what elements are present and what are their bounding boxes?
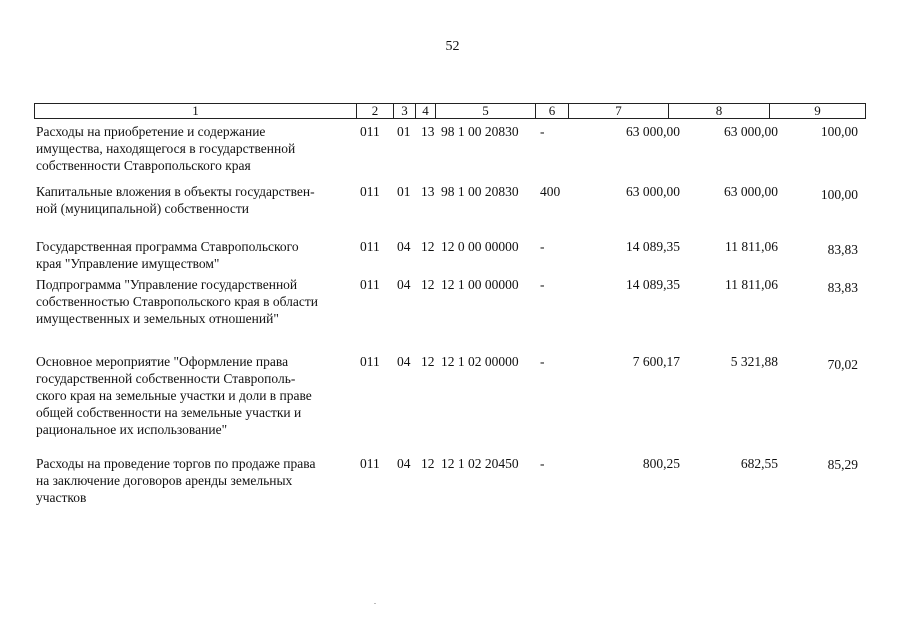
row-description bbox=[36, 353, 356, 438]
subsection-code: 12 bbox=[421, 277, 435, 292]
ministry-code: 011 bbox=[360, 277, 380, 292]
row-description bbox=[36, 183, 356, 217]
scan-speck bbox=[374, 603, 376, 604]
execution-percent: 70,02 bbox=[827, 357, 858, 372]
expense-type-code: 400 bbox=[540, 184, 561, 199]
expense-type-code: - bbox=[540, 354, 545, 369]
planned-amount: 800,25 bbox=[642, 456, 680, 471]
description-line: собственности Ставропольского края bbox=[36, 158, 251, 173]
header-cell-8: 8 bbox=[668, 104, 769, 118]
executed-amount: 63 000,00 bbox=[724, 184, 778, 199]
target-article-code: 12 0 00 00000 bbox=[441, 239, 519, 254]
target-article-code: 98 1 00 20830 bbox=[441, 124, 519, 139]
row-description bbox=[36, 455, 356, 506]
section-code: 04 bbox=[397, 277, 411, 292]
description-line: на заключение договоров аренды земельных bbox=[36, 473, 293, 488]
section-code: 04 bbox=[397, 354, 411, 369]
header-cell-5: 5 bbox=[435, 104, 535, 118]
description-line: Государственная программа Ставропольского bbox=[36, 239, 299, 254]
execution-percent: 100,00 bbox=[820, 187, 858, 202]
description-line: края "Управление имуществом" bbox=[36, 256, 220, 271]
target-article-code: 12 1 02 20450 bbox=[441, 456, 519, 471]
planned-amount: 7 600,17 bbox=[632, 354, 680, 369]
description-line: имущественных и земельных отношений" bbox=[36, 311, 279, 326]
execution-percent: 83,83 bbox=[827, 280, 858, 295]
section-code: 01 bbox=[397, 124, 411, 139]
description-line: Расходы на проведение торгов по продаже права bbox=[36, 456, 316, 471]
target-article-code: 98 1 00 20830 bbox=[441, 184, 519, 199]
row-description bbox=[36, 238, 356, 272]
description-line: Расходы на приобретение и содержание bbox=[36, 124, 266, 139]
executed-amount: 11 811,06 bbox=[725, 277, 778, 292]
subsection-code: 12 bbox=[421, 354, 435, 369]
planned-amount: 14 089,35 bbox=[626, 239, 680, 254]
header-cell-9: 9 bbox=[769, 104, 865, 118]
execution-percent: 85,29 bbox=[827, 457, 858, 472]
header-cell-3: 3 bbox=[393, 104, 415, 118]
page-number: 52 bbox=[445, 39, 460, 54]
description-line: ной (муниципальной) собственности bbox=[36, 201, 250, 216]
description-line: Капитальные вложения в объекты государствен- bbox=[36, 184, 315, 199]
row-description bbox=[36, 276, 356, 327]
description-line: собственностью Ставропольского края в области bbox=[36, 294, 318, 309]
subsection-code: 12 bbox=[421, 239, 435, 254]
header-cell-6: 6 bbox=[535, 104, 568, 118]
expense-type-code: - bbox=[540, 239, 545, 254]
description-line: рациональное их использование" bbox=[36, 422, 228, 437]
header-cell-2: 2 bbox=[356, 104, 393, 118]
planned-amount: 14 089,35 bbox=[626, 277, 680, 292]
header-cell-4: 4 bbox=[415, 104, 435, 118]
execution-percent: 83,83 bbox=[827, 242, 858, 257]
expense-type-code: - bbox=[540, 456, 545, 471]
executed-amount: 682,55 bbox=[740, 456, 778, 471]
expense-type-code: - bbox=[540, 124, 545, 139]
subsection-code: 13 bbox=[421, 184, 435, 199]
target-article-code: 12 1 00 00000 bbox=[441, 277, 519, 292]
execution-percent: 100,00 bbox=[820, 124, 858, 139]
planned-amount: 63 000,00 bbox=[626, 124, 680, 139]
section-code: 01 bbox=[397, 184, 411, 199]
description-line: общей собственности на земельные участки и bbox=[36, 405, 302, 420]
ministry-code: 011 bbox=[360, 124, 380, 139]
description-line: государственной собственности Ставрополь- bbox=[36, 371, 296, 386]
header-cell-1: 1 bbox=[192, 103, 199, 118]
section-code: 04 bbox=[397, 239, 411, 254]
ministry-code: 011 bbox=[360, 456, 380, 471]
table-header-row bbox=[34, 103, 866, 119]
executed-amount: 11 811,06 bbox=[725, 239, 778, 254]
ministry-code: 011 bbox=[360, 239, 380, 254]
ministry-code: 011 bbox=[360, 184, 380, 199]
executed-amount: 63 000,00 bbox=[724, 124, 778, 139]
description-line: Подпрограмма "Управление государственной bbox=[36, 277, 298, 292]
row-description bbox=[36, 123, 356, 174]
planned-amount: 63 000,00 bbox=[626, 184, 680, 199]
section-code: 04 bbox=[397, 456, 411, 471]
description-line: имущества, находящегося в государственной bbox=[36, 141, 296, 156]
description-line: участков bbox=[36, 490, 87, 505]
executed-amount: 5 321,88 bbox=[730, 354, 778, 369]
header-cell-7: 7 bbox=[568, 104, 668, 118]
subsection-code: 13 bbox=[421, 124, 435, 139]
description-line: ского края на земельные участки и доли в праве bbox=[36, 388, 312, 403]
description-line: Основное мероприятие "Оформление права bbox=[36, 354, 289, 369]
target-article-code: 12 1 02 00000 bbox=[441, 354, 519, 369]
ministry-code: 011 bbox=[360, 354, 380, 369]
subsection-code: 12 bbox=[421, 456, 435, 471]
expense-type-code: - bbox=[540, 277, 545, 292]
